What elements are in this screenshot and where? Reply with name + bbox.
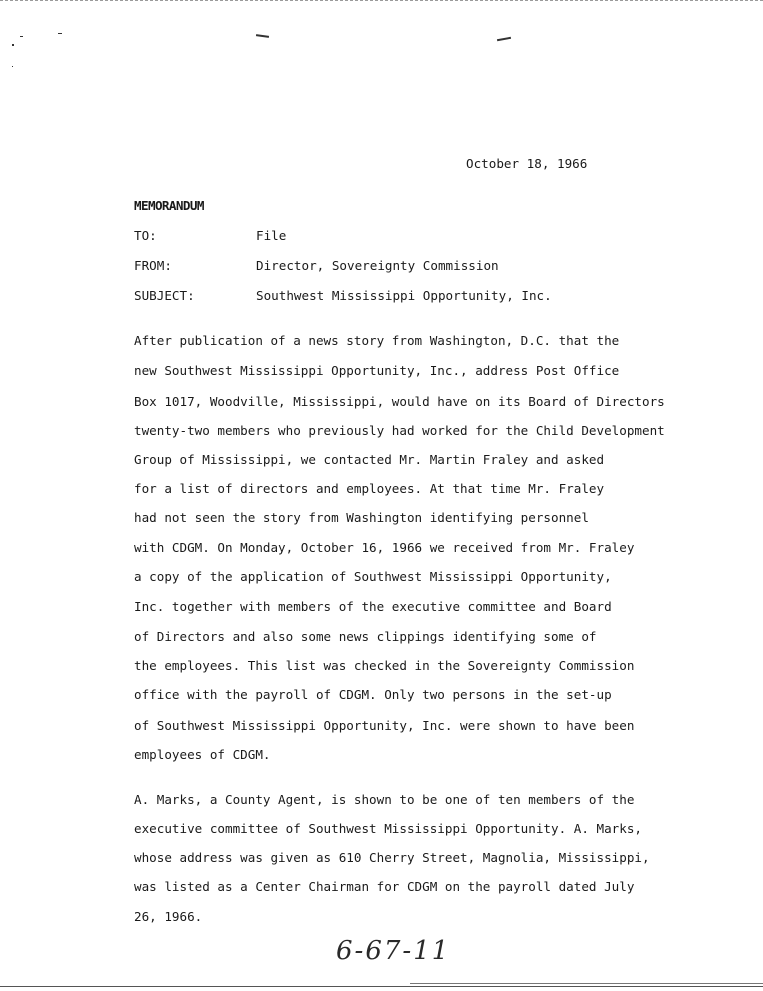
paragraph-line: office with the payroll of CDGM. Only two persons in the set-up — [134, 687, 612, 702]
paragraph-line: new Southwest Mississippi Opportunity, Inc., address Post Office — [134, 363, 620, 378]
paragraph-line: After publication of a news story from Washington, D.C. that the — [134, 333, 620, 348]
subject-label: SUBJECT: — [134, 288, 195, 303]
scan-speck — [58, 33, 62, 34]
paragraph-line: of Southwest Mississippi Opportunity, Inc. were shown to have been — [134, 718, 635, 733]
memo-heading: MEMORANDUM — [134, 198, 204, 213]
paragraph-line: Inc. together with members of the executive committee and Board — [134, 599, 612, 614]
paragraph-line: with CDGM. On Monday, October 16, 1966 we received from Mr. Fraley — [134, 540, 635, 555]
paragraph-line: of Directors and also some news clippings identifying some of — [134, 629, 597, 644]
paragraph-line: whose address was given as 610 Cherry Street, Magnolia, Mississippi, — [134, 850, 650, 865]
scan-speck — [256, 34, 269, 38]
paragraph-line: twenty-two members who previously had worked for the Child Development — [134, 423, 665, 438]
scan-speck — [12, 66, 13, 67]
scan-speck — [12, 44, 14, 46]
paragraph-line: the employees. This list was checked in the Sovereignty Commission — [134, 658, 635, 673]
paragraph-line: 26, 1966. — [134, 909, 203, 924]
paragraph-line: employees of CDGM. — [134, 747, 271, 762]
paragraph-line: Box 1017, Woodville, Mississippi, would have on its Board of Directors — [134, 394, 665, 409]
to-label: TO: — [134, 228, 157, 243]
handwritten-file-number: 6-67-11 — [336, 936, 451, 966]
top-dashed-border — [0, 0, 763, 1]
from-value: Director, Sovereignty Commission — [256, 258, 499, 273]
paragraph-line: A. Marks, a County Agent, is shown to be one of ten members of the — [134, 792, 635, 807]
paragraph-line: for a list of directors and employees. At that time Mr. Fraley — [134, 481, 605, 496]
from-label: FROM: — [134, 258, 172, 273]
paragraph-line: executive committee of Southwest Mississippi Opportunity. A. Marks, — [134, 821, 642, 836]
scan-speck — [20, 36, 23, 37]
bottom-rule-right — [410, 983, 763, 984]
paragraph-line: a copy of the application of Southwest Mississippi Opportunity, — [134, 569, 612, 584]
paragraph-line: Group of Mississippi, we contacted Mr. Martin Fraley and asked — [134, 452, 605, 467]
paragraph-line: had not seen the story from Washington identifying personnel — [134, 510, 589, 525]
scan-speck — [497, 37, 511, 41]
paragraph-line: was listed as a Center Chairman for CDGM on the payroll dated July — [134, 879, 635, 894]
to-value: File — [256, 228, 287, 243]
bottom-rule — [0, 986, 763, 987]
subject-value: Southwest Mississippi Opportunity, Inc. — [256, 288, 552, 303]
memo-date: October 18, 1966 — [466, 156, 588, 171]
